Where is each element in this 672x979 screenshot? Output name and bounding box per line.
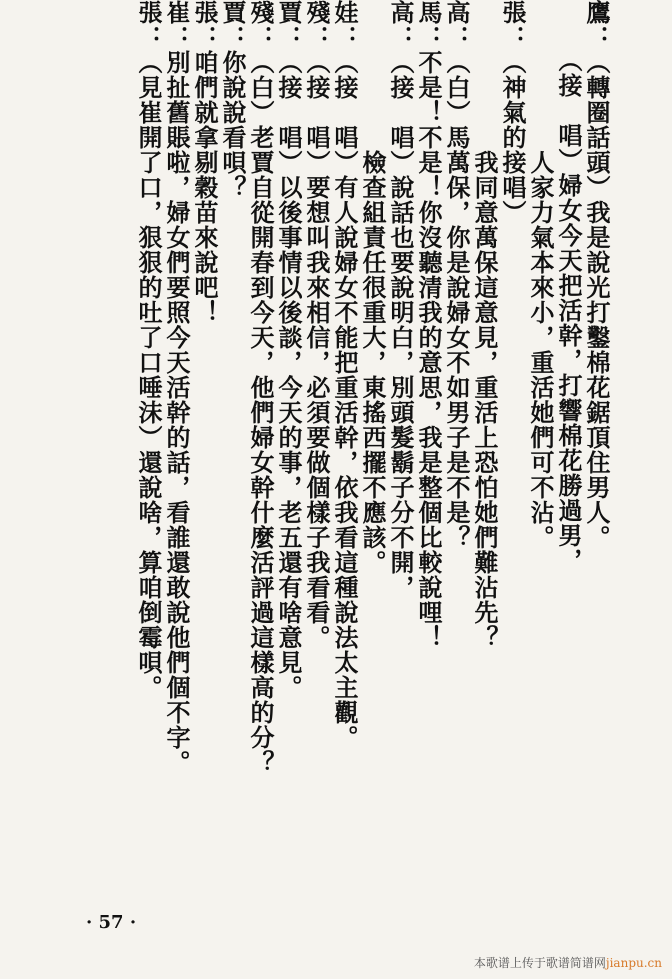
page-number: · 57 · <box>86 912 137 933</box>
dialogue-line <box>498 0 526 225</box>
watermark-text: 本歌谱上传于歌谱简谱网 <box>473 956 606 970</box>
speaker-label: 張： <box>498 0 527 50</box>
line-text: （接 唱）說話也要說明白，別頭髮鬍子分不開， <box>386 50 415 600</box>
line-text: 你說說看唄？ <box>218 50 247 200</box>
dialogue-line <box>582 0 610 550</box>
dialogue-line <box>190 0 218 325</box>
dialogue-line <box>470 150 498 650</box>
dialogue-line <box>554 48 582 573</box>
watermark-site: jianpu.cn <box>605 956 662 970</box>
dialogue-line <box>302 0 330 650</box>
line-text: （白）馬萬保，你是說婦女不如男子是不是？ <box>442 50 471 550</box>
dialogue-line <box>218 0 246 200</box>
line-text: （見崔開了口，狠狠的吐了口唾沫）還說啥，算咱倒霉唄。 <box>134 50 163 700</box>
dialogue-line <box>526 150 554 550</box>
line-text: （接 唱）要想叫我來相信，必須要做個樣子我看看。 <box>302 50 331 650</box>
dialogue-line <box>386 0 414 600</box>
speaker-label: 高： <box>386 0 415 50</box>
line-text: 不是！不是！你沒聽清我的意思，我是整個比較說哩！ <box>414 50 443 650</box>
speaker-label: 殘： <box>302 0 331 50</box>
speaker-label: 娃： <box>330 0 359 50</box>
speaker-label: 馬： <box>414 0 443 50</box>
speaker-label: 鷹： <box>582 0 611 50</box>
speaker-label: 張： <box>134 0 163 50</box>
speaker-label: 高： <box>442 0 471 50</box>
speaker-label: 賈： <box>274 0 303 50</box>
line-text: （接 唱）以後事情以後談，今天的事，老五還有啥意見。 <box>274 50 303 700</box>
speaker-label: 賈： <box>218 0 247 50</box>
speaker-label: 殘： <box>246 0 275 50</box>
line-text: 咱們就拿剔穀苗來說吧！ <box>190 50 219 325</box>
dialogue-line <box>330 0 358 750</box>
line-text: （接 唱）婦女今天把活幹，打響棉花勝過男， <box>554 48 583 573</box>
line-text: 我同意萬保這意見，重活上恐怕她們難沾先？ <box>470 150 499 650</box>
dialogue-line <box>274 0 302 700</box>
line-text: 別扯舊賬啦，婦女們要照今天活幹的話，看誰還敢說他們個不字。 <box>162 50 191 775</box>
dialogue-line <box>414 0 442 650</box>
speaker-label: 崔： <box>162 0 191 50</box>
line-text: 人家力氣本來小，重活她們可不沾。 <box>526 150 555 550</box>
line-text: （接 唱）有人說婦女不能把重活幹，依我看這種說法太主觀。 <box>330 50 359 750</box>
dialogue-line <box>246 0 274 775</box>
line-text: 檢查組責任很重大，東搖西擺不應該。 <box>358 150 387 575</box>
speaker-label: 張： <box>190 0 219 50</box>
dialogue-line <box>442 0 470 550</box>
dialogue-line <box>134 0 162 700</box>
watermark <box>474 954 662 971</box>
line-text: （神氣的接唱） <box>498 50 527 225</box>
line-text: （白）老賈自從開春到今天，他們婦女幹什麼活評過這樣高的分？ <box>246 50 275 775</box>
dialogue-line <box>162 0 190 775</box>
dialogue-line <box>358 150 386 575</box>
line-text: （轉圈話頭）我是說光打鑿棉花鋸頂住男人。 <box>582 50 611 550</box>
